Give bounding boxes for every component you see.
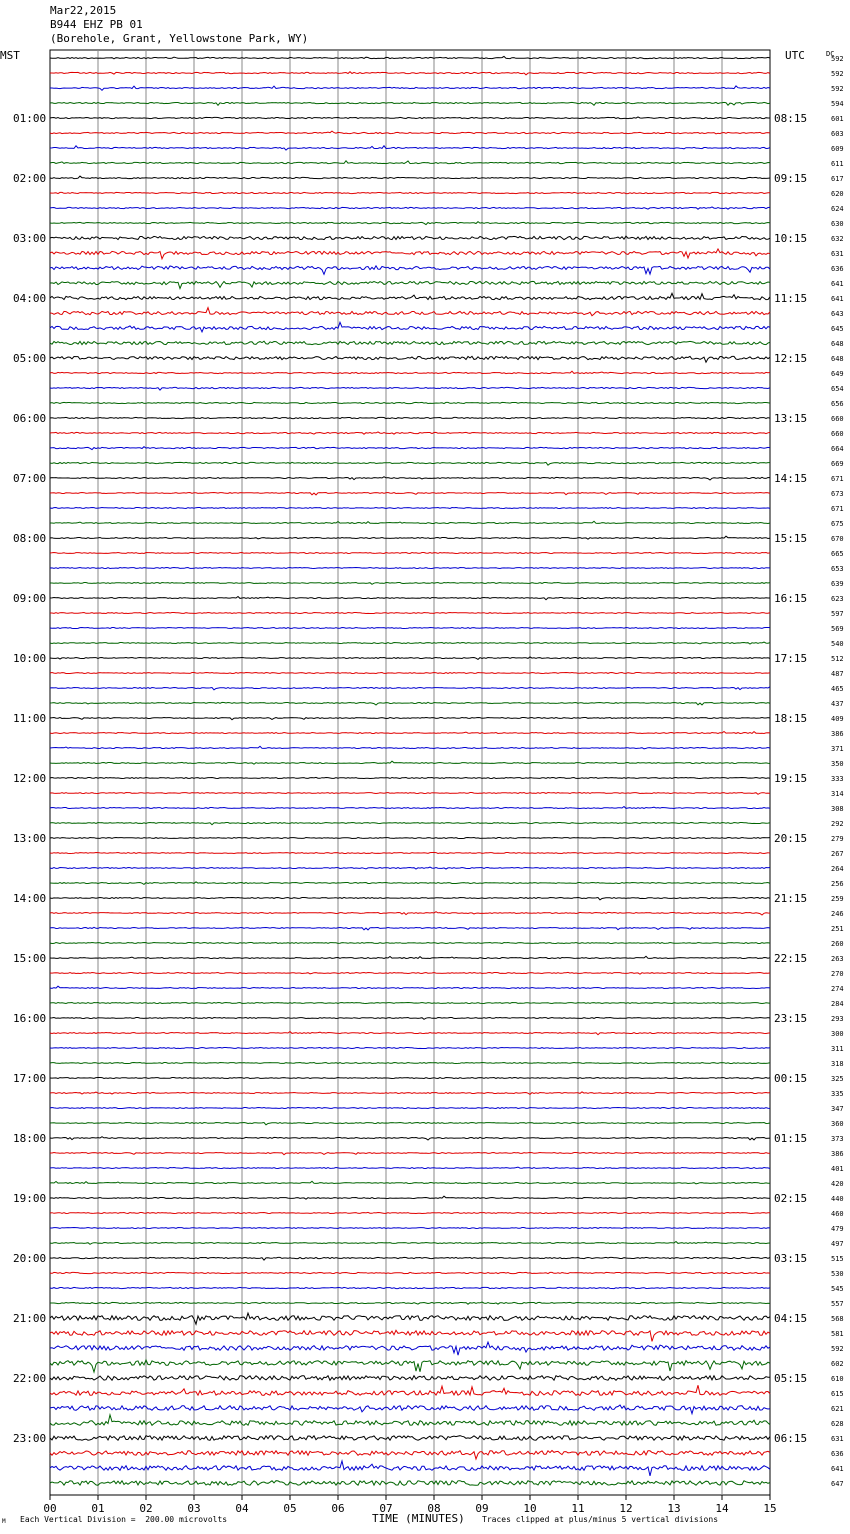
- dc-offset-value: 515: [831, 1255, 844, 1263]
- x-axis-title: TIME (MINUTES): [372, 1512, 465, 1525]
- dc-offset-value: 279: [831, 835, 844, 843]
- right-hour-label: 05:15: [774, 1372, 808, 1385]
- left-hour-label: 16:00: [13, 1012, 47, 1025]
- right-hour-label: 09:15: [774, 172, 808, 185]
- left-hour-label: 11:00: [13, 712, 47, 725]
- seismic-trace: [50, 266, 770, 274]
- dc-offset-value: 617: [831, 175, 844, 183]
- plot-date: Mar22,2015: [50, 4, 117, 17]
- dc-offset-value: 641: [831, 295, 844, 303]
- x-tick-label: 01: [91, 1502, 105, 1515]
- left-hour-label: 06:00: [13, 412, 47, 425]
- dc-offset-value: 325: [831, 1075, 844, 1083]
- seismic-trace: [50, 293, 770, 299]
- left-hour-label: 20:00: [13, 1252, 47, 1265]
- seismic-trace: [50, 432, 770, 434]
- seismic-trace: [50, 838, 770, 839]
- seismic-trace: [50, 477, 770, 480]
- dc-offset-value: 592: [831, 55, 844, 63]
- dc-offset-value: 373: [831, 1135, 844, 1143]
- right-hour-label: 11:15: [774, 292, 808, 305]
- dc-offset-value: 300: [831, 1030, 844, 1038]
- x-tick-label: 10: [523, 1502, 537, 1515]
- dc-offset-header: DC: [826, 50, 835, 58]
- left-hour-label: 13:00: [13, 832, 47, 845]
- dc-offset-value: 601: [831, 115, 844, 123]
- seismic-trace: [50, 117, 770, 119]
- right-hour-label: 14:15: [774, 472, 808, 485]
- seismic-trace: [50, 131, 770, 134]
- dc-offset-value: 465: [831, 685, 844, 693]
- dc-offset-value: 420: [831, 1180, 844, 1188]
- dc-offset-value: 259: [831, 895, 844, 903]
- dc-offset-value: 649: [831, 370, 844, 378]
- dc-offset-value: 246: [831, 910, 844, 918]
- dc-offset-value: 660: [831, 415, 844, 423]
- dc-offset-value: 654: [831, 385, 844, 393]
- seismic-trace: [50, 1228, 770, 1229]
- seismic-trace: [50, 161, 770, 164]
- seismic-trace: [50, 568, 770, 569]
- dc-offset-value: 274: [831, 985, 844, 993]
- seismic-trace: [50, 702, 770, 705]
- seismic-trace: [50, 1003, 770, 1004]
- seismic-trace: [50, 746, 770, 749]
- dc-offset-value: 251: [831, 925, 844, 933]
- dc-offset-value: 675: [831, 520, 844, 528]
- left-hour-label: 15:00: [13, 952, 47, 965]
- left-hour-label: 02:00: [13, 172, 47, 185]
- right-hour-label: 15:15: [774, 532, 808, 545]
- seismic-trace: [50, 927, 770, 930]
- seismic-trace: [50, 249, 770, 259]
- dc-offset-value: 347: [831, 1105, 844, 1113]
- x-tick-label: 02: [139, 1502, 153, 1515]
- dc-offset-value: 333: [831, 775, 844, 783]
- seismic-trace: [50, 1242, 770, 1245]
- seismic-trace: [50, 1385, 770, 1395]
- dc-offset-value: 664: [831, 445, 844, 453]
- left-hour-label: 19:00: [13, 1192, 47, 1205]
- dc-offset-value: 545: [831, 1285, 844, 1293]
- x-tick-label: 11: [571, 1502, 585, 1515]
- right-hour-label: 16:15: [774, 592, 808, 605]
- dc-offset-value: 530: [831, 1270, 844, 1278]
- dc-offset-value: 624: [831, 205, 844, 213]
- seismic-trace: [50, 761, 770, 764]
- seismic-trace: [50, 356, 770, 362]
- seismic-trace: [50, 657, 770, 660]
- right-hour-label: 08:15: [774, 112, 808, 125]
- seismic-trace: [50, 897, 770, 899]
- right-hour-label: 22:15: [774, 952, 808, 965]
- dc-offset-value: 540: [831, 640, 844, 648]
- dc-offset-value: 401: [831, 1165, 844, 1173]
- seismic-trace: [50, 371, 770, 373]
- seismic-trace: [50, 628, 770, 629]
- dc-offset-value: 632: [831, 235, 844, 243]
- right-hour-label: 18:15: [774, 712, 808, 725]
- left-hour-label: 08:00: [13, 532, 47, 545]
- dc-offset-value: 594: [831, 100, 844, 108]
- left-hour-label: 17:00: [13, 1072, 47, 1085]
- scale-note: Each Vertical Division = 200.00 microvolts: [20, 1515, 228, 1524]
- seismic-trace: [50, 672, 770, 673]
- seismic-trace: [50, 1360, 770, 1372]
- dc-offset-value: 665: [831, 550, 844, 558]
- seismic-trace: [50, 823, 770, 825]
- dc-offset-value: 308: [831, 805, 844, 813]
- seismic-trace: [50, 402, 770, 403]
- dc-offset-value: 597: [831, 610, 844, 618]
- dc-offset-value: 643: [831, 310, 844, 318]
- seismic-trace: [50, 943, 770, 944]
- dc-offset-value: 409: [831, 715, 844, 723]
- seismic-trace: [50, 732, 770, 734]
- x-tick-label: 08: [427, 1502, 441, 1515]
- right-hour-label: 02:15: [774, 1192, 808, 1205]
- seismic-trace: [50, 642, 770, 644]
- dc-offset-value: 631: [831, 1435, 844, 1443]
- right-timezone-label: UTC: [785, 49, 805, 62]
- seismic-trace: [50, 176, 770, 179]
- dc-offset-value: 284: [831, 1000, 844, 1008]
- dc-offset-value: 267: [831, 850, 844, 858]
- right-hour-label: 01:15: [774, 1132, 808, 1145]
- right-hour-label: 19:15: [774, 772, 808, 785]
- dc-offset-value: 647: [831, 1480, 844, 1488]
- dc-offset-value: 610: [831, 1375, 844, 1383]
- seismic-trace: [50, 597, 770, 600]
- right-hour-label: 13:15: [774, 412, 808, 425]
- x-tick-label: 12: [619, 1502, 633, 1515]
- right-hour-label: 10:15: [774, 232, 808, 245]
- seismic-trace: [50, 1181, 770, 1184]
- seismic-trace: [50, 956, 770, 958]
- x-tick-label: 07: [379, 1502, 393, 1515]
- left-hour-label: 12:00: [13, 772, 47, 785]
- dc-offset-value: 592: [831, 1345, 844, 1353]
- seismic-trace: [50, 882, 770, 885]
- seismic-trace: [50, 986, 770, 988]
- seismic-trace: [50, 1272, 770, 1273]
- dc-offset-value: 673: [831, 490, 844, 498]
- seismic-trace: [50, 1167, 770, 1168]
- dc-offset-value: 603: [831, 130, 844, 138]
- dc-offset-value: 512: [831, 655, 844, 663]
- seismic-trace: [50, 72, 770, 75]
- dc-offset-value: 669: [831, 460, 844, 468]
- dc-offset-value: 386: [831, 1150, 844, 1158]
- seismic-trace: [50, 462, 770, 465]
- right-hour-label: 23:15: [774, 1012, 808, 1025]
- dc-offset-value: 641: [831, 280, 844, 288]
- seismic-trace: [50, 1032, 770, 1035]
- x-tick-label: 03: [187, 1502, 201, 1515]
- seismic-trace: [50, 1342, 770, 1355]
- x-tick-label: 04: [235, 1502, 249, 1515]
- right-hour-label: 21:15: [774, 892, 808, 905]
- seismic-trace: [50, 322, 770, 332]
- dc-offset-value: 371: [831, 745, 844, 753]
- dc-offset-value: 350: [831, 760, 844, 768]
- dc-offset-value: 592: [831, 70, 844, 78]
- dc-offset-value: 611: [831, 160, 844, 168]
- seismic-trace: [50, 552, 770, 553]
- dc-offset-value: 487: [831, 670, 844, 678]
- left-hour-label: 05:00: [13, 352, 47, 365]
- seismic-trace: [50, 1313, 770, 1324]
- seismic-trace: [50, 853, 770, 854]
- x-tick-label: 14: [715, 1502, 729, 1515]
- seismic-trace: [50, 308, 770, 316]
- station-name: B944 EHZ PB 01: [50, 18, 143, 31]
- seismic-trace: [50, 447, 770, 450]
- seismic-trace: [50, 1063, 770, 1064]
- seismic-trace: [50, 1107, 770, 1108]
- dc-offset-value: 671: [831, 475, 844, 483]
- seismic-trace: [50, 1196, 770, 1199]
- seismic-trace: [50, 192, 770, 193]
- dc-offset-value: 335: [831, 1090, 844, 1098]
- seismic-trace: [50, 1212, 770, 1213]
- seismic-trace: [50, 521, 770, 523]
- dc-offset-value: 568: [831, 1315, 844, 1323]
- right-hour-label: 06:15: [774, 1432, 808, 1445]
- left-hour-label: 21:00: [13, 1312, 47, 1325]
- seismic-trace: [50, 583, 770, 585]
- dc-offset-value: 292: [831, 820, 844, 828]
- dc-offset-value: 641: [831, 1465, 844, 1473]
- left-hour-label: 22:00: [13, 1372, 47, 1385]
- dc-offset-value: 569: [831, 625, 844, 633]
- right-hour-label: 00:15: [774, 1072, 808, 1085]
- dc-offset-value: 648: [831, 340, 844, 348]
- seismic-trace: [50, 1302, 770, 1304]
- dc-offset-value: 602: [831, 1360, 844, 1368]
- station-location: (Borehole, Grant, Yellowstone Park, WY): [50, 32, 309, 45]
- seismic-trace: [50, 613, 770, 614]
- seismic-trace: [50, 793, 770, 795]
- dc-offset-value: 260: [831, 940, 844, 948]
- dc-offset-value: 621: [831, 1405, 844, 1413]
- seismic-trace: [50, 222, 770, 225]
- dc-offset-value: 386: [831, 730, 844, 738]
- dc-offset-value: 256: [831, 880, 844, 888]
- left-hour-label: 14:00: [13, 892, 47, 905]
- seismic-trace: [50, 1287, 770, 1288]
- seismic-trace: [50, 56, 770, 58]
- seismic-trace: [50, 718, 770, 720]
- dc-offset-value: 311: [831, 1045, 844, 1053]
- left-hour-label: 18:00: [13, 1132, 47, 1145]
- dc-offset-value: 636: [831, 1450, 844, 1458]
- dc-offset-value: 671: [831, 505, 844, 513]
- seismic-trace: [50, 1048, 770, 1049]
- dc-offset-value: 460: [831, 1210, 844, 1218]
- seismic-trace: [50, 807, 770, 809]
- dc-offset-value: 639: [831, 580, 844, 588]
- left-hour-label: 04:00: [13, 292, 47, 305]
- dc-offset-value: 631: [831, 250, 844, 258]
- dc-offset-value: 360: [831, 1120, 844, 1128]
- x-tick-label: 09: [475, 1502, 489, 1515]
- seismic-trace: [50, 1451, 770, 1460]
- seismic-trace: [50, 1153, 770, 1155]
- dc-offset-value: 497: [831, 1240, 844, 1248]
- x-tick-label: 15: [763, 1502, 777, 1515]
- seismic-trace: [50, 687, 770, 690]
- dc-offset-value: 645: [831, 325, 844, 333]
- seismic-trace: [50, 493, 770, 495]
- left-timezone-label: MST: [0, 49, 20, 62]
- corner-mark: M: [2, 1518, 6, 1525]
- seismic-trace: [50, 536, 770, 539]
- dc-offset-value: 270: [831, 970, 844, 978]
- dc-offset-value: 557: [831, 1300, 844, 1308]
- seismic-trace: [50, 777, 770, 778]
- seismic-trace: [50, 508, 770, 509]
- dc-offset-value: 609: [831, 145, 844, 153]
- right-hour-label: 12:15: [774, 352, 808, 365]
- dc-offset-value: 630: [831, 220, 844, 228]
- left-hour-label: 10:00: [13, 652, 47, 665]
- right-hour-label: 20:15: [774, 832, 808, 845]
- seismic-trace: [50, 1330, 770, 1341]
- seismic-trace: [50, 1461, 770, 1476]
- dc-offset-value: 670: [831, 535, 844, 543]
- dc-offset-value: 318: [831, 1060, 844, 1068]
- dc-offset-value: 440: [831, 1195, 844, 1203]
- left-hour-label: 01:00: [13, 112, 47, 125]
- dc-offset-value: 479: [831, 1225, 844, 1233]
- dc-offset-value: 648: [831, 355, 844, 363]
- x-tick-label: 00: [43, 1502, 57, 1515]
- right-hour-label: 03:15: [774, 1252, 808, 1265]
- left-hour-label: 09:00: [13, 592, 47, 605]
- seismic-trace: [50, 1018, 770, 1020]
- dc-offset-value: 620: [831, 190, 844, 198]
- seismic-trace: [50, 912, 770, 915]
- right-hour-label: 04:15: [774, 1312, 808, 1325]
- x-tick-label: 13: [667, 1502, 681, 1515]
- seismic-trace: [50, 1257, 770, 1260]
- seismic-trace: [50, 1092, 770, 1095]
- dc-offset-value: 263: [831, 955, 844, 963]
- clip-note: Traces clipped at plus/minus 5 vertical divisions: [482, 1515, 719, 1524]
- seismic-trace: [50, 1481, 770, 1486]
- seismic-trace: [50, 281, 770, 288]
- seismic-trace: [50, 236, 770, 240]
- dc-offset-value: 636: [831, 265, 844, 273]
- seismic-trace: [50, 86, 770, 90]
- left-hour-label: 03:00: [13, 232, 47, 245]
- seismic-trace: [50, 341, 770, 344]
- dc-offset-value: 437: [831, 700, 844, 708]
- seismic-trace: [50, 1078, 770, 1079]
- dc-offset-value: 653: [831, 565, 844, 573]
- seismic-trace: [50, 146, 770, 150]
- seismic-trace: [50, 1137, 770, 1140]
- seismic-trace: [50, 1376, 770, 1381]
- dc-offset-value: 581: [831, 1330, 844, 1338]
- dc-offset-value: 615: [831, 1390, 844, 1398]
- dc-offset-value: 656: [831, 400, 844, 408]
- dc-offset-value: 293: [831, 1015, 844, 1023]
- dc-offset-value: 623: [831, 595, 844, 603]
- dc-offset-value: 628: [831, 1420, 844, 1428]
- seismic-trace: [50, 972, 770, 974]
- left-hour-label: 23:00: [13, 1432, 47, 1445]
- x-tick-label: 06: [331, 1502, 345, 1515]
- seismic-trace: [50, 1436, 770, 1441]
- dc-offset-value: 592: [831, 85, 844, 93]
- dc-offset-value: 264: [831, 865, 844, 873]
- seismic-trace: [50, 867, 770, 869]
- seismic-trace: [50, 417, 770, 418]
- seismic-trace: [50, 1123, 770, 1125]
- dc-offset-value: 660: [831, 430, 844, 438]
- seismic-trace: [50, 1415, 770, 1426]
- dc-offset-value: 314: [831, 790, 844, 798]
- seismic-trace: [50, 207, 770, 209]
- seismic-trace: [50, 387, 770, 390]
- right-hour-label: 17:15: [774, 652, 808, 665]
- seismic-trace: [50, 1405, 770, 1414]
- left-hour-label: 07:00: [13, 472, 47, 485]
- seismic-trace: [50, 102, 770, 105]
- x-tick-label: 05: [283, 1502, 297, 1515]
